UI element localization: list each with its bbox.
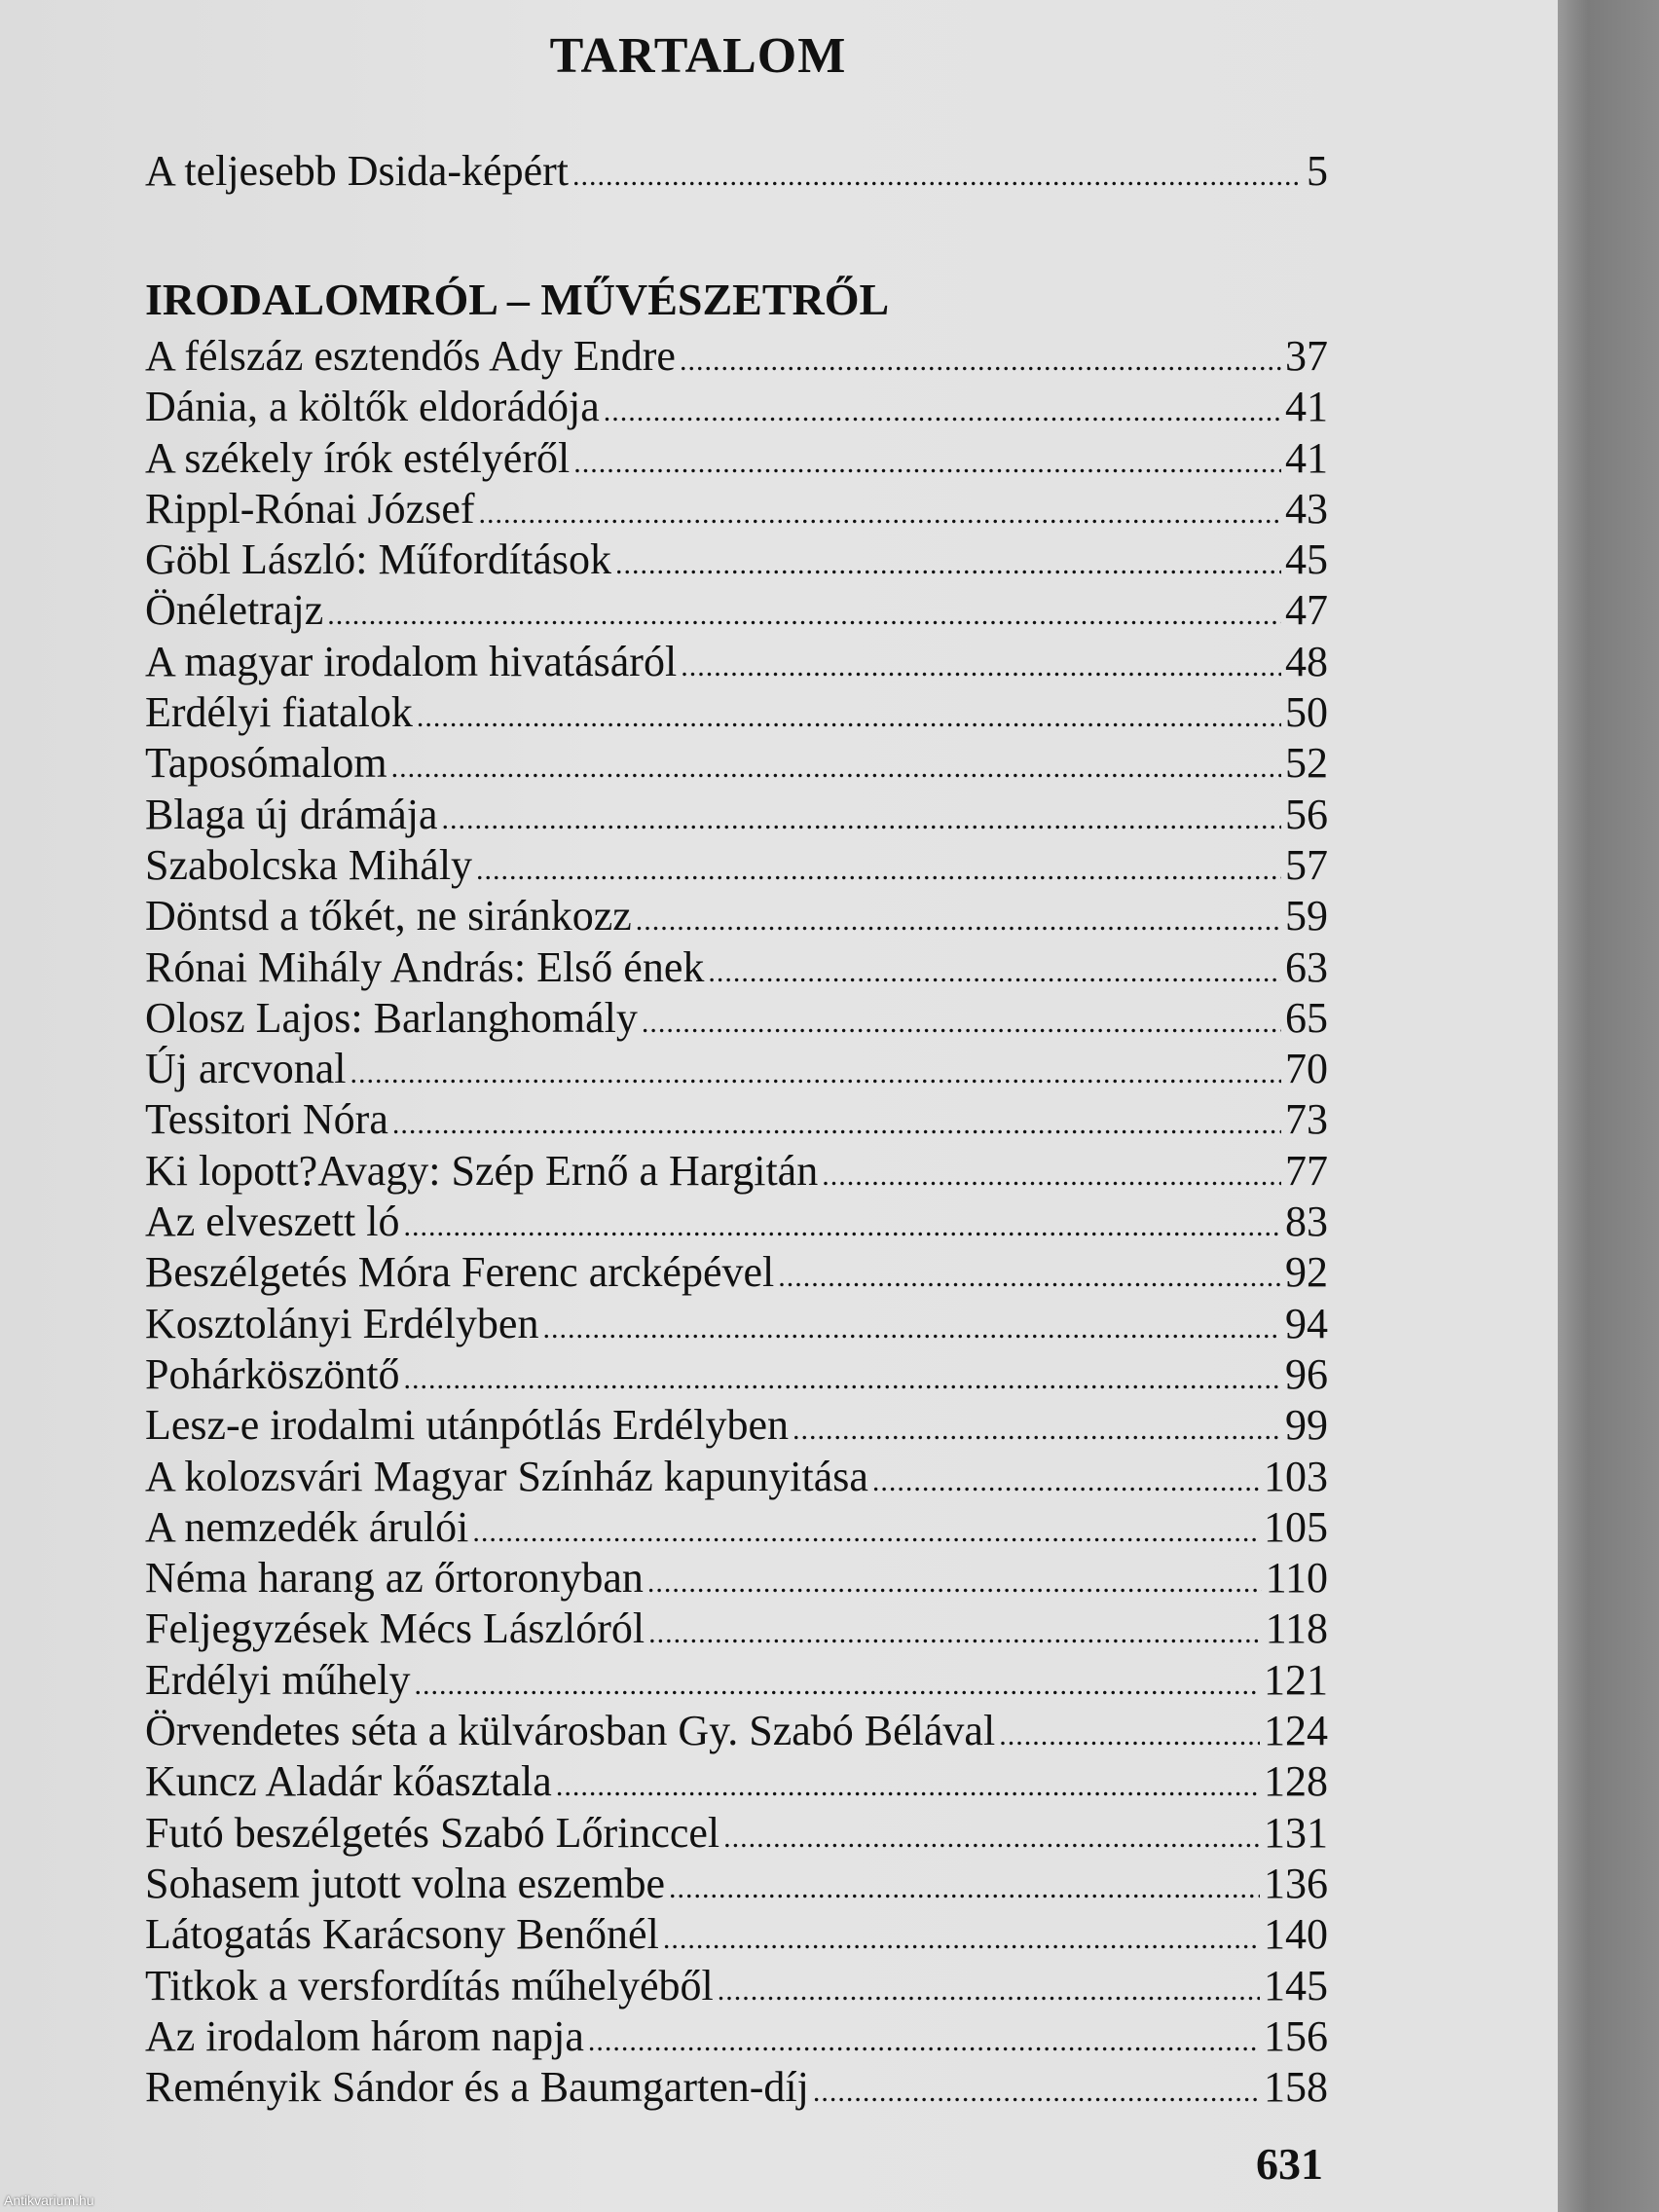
dot-leader [647, 1553, 1262, 1608]
entry-title: Tessitori Nóra [145, 1095, 388, 1144]
entry-title: A kolozsvári Magyar Színház kapunyitása [145, 1452, 868, 1500]
entry-page: 65 [1285, 993, 1328, 1042]
toc-entry [145, 1247, 1328, 1298]
entry-page: 73 [1285, 1095, 1328, 1144]
entry-page: 110 [1265, 1554, 1328, 1603]
dot-leader [415, 1655, 1261, 1711]
entry-title: Sohasem jutott volna eszembe [145, 1859, 665, 1907]
toc-entry [145, 1553, 1328, 1604]
toc-entry [145, 331, 1328, 382]
toc-entry [145, 840, 1328, 891]
dot-leader [778, 1247, 1281, 1303]
toc-entry [145, 2011, 1328, 2062]
dot-leader [813, 2062, 1260, 2118]
entry-title: Futó beszélgetés Szabó Lőrinccel [145, 1808, 720, 1857]
entry-page: 56 [1285, 790, 1328, 838]
dot-leader [417, 687, 1281, 743]
entry-page: 99 [1285, 1401, 1328, 1450]
entry-title: Beszélgetés Móra Ferenc arcképével [145, 1248, 775, 1297]
entry-title: Önéletrajz [145, 586, 324, 635]
entry-page: 77 [1285, 1146, 1328, 1195]
toc-entry [145, 1961, 1328, 2011]
entry-title: Döntsd a tőkét, ne siránkozz [145, 892, 632, 940]
entry-page: 128 [1264, 1757, 1328, 1806]
entry-title: Új arcvonal [145, 1045, 347, 1093]
toc-entry [145, 2062, 1328, 2113]
page-title: TARTALOM [549, 28, 847, 84]
entry-page: 59 [1285, 892, 1328, 940]
entry-title: Látogatás Karácsony Benőnél [145, 1910, 659, 1959]
watermark: Antikvarium.hu [4, 2193, 94, 2208]
entry-title: Blaga új drámája [145, 790, 438, 838]
entry-page: 47 [1285, 586, 1328, 635]
toc-entry [145, 1604, 1328, 1654]
dot-leader [793, 1400, 1281, 1456]
entry-title: Reményik Sándor és a Baumgarten-díj [145, 2063, 809, 2112]
entry-page: 94 [1285, 1299, 1328, 1347]
dot-leader [442, 790, 1281, 845]
dot-leader [680, 331, 1281, 387]
entry-title: Kosztolányi Erdélyben [145, 1299, 539, 1347]
entry-title: Rónai Mihály András: Első ének [145, 942, 705, 991]
entry-page: 41 [1285, 383, 1328, 431]
toc-entry [145, 1094, 1328, 1145]
entry-title: Titkok a versfordítás műhelyéből [145, 1961, 714, 2009]
toc-entry [145, 484, 1328, 535]
toc-entry [145, 1655, 1328, 1706]
dot-leader [718, 1961, 1260, 2016]
entry-page: 83 [1285, 1198, 1328, 1246]
entry-page: 37 [1285, 332, 1328, 380]
entry-title: Taposómalom [145, 739, 387, 788]
entry-title: Göbl László: Műfordítások [145, 535, 612, 584]
entry-page: 48 [1285, 637, 1328, 685]
entry-title: A magyar irodalom hivatásáról [145, 637, 678, 685]
toc-entry [145, 1452, 1328, 1502]
dot-leader [556, 1756, 1260, 1812]
toc-entry [145, 1044, 1328, 1094]
toc-section [145, 269, 1328, 2113]
page-edge [1558, 0, 1659, 2212]
dot-leader [472, 1502, 1260, 1558]
toc-entry [145, 433, 1328, 484]
dot-leader [327, 585, 1281, 641]
entry-page: 156 [1264, 2011, 1328, 2060]
toc-entry [145, 993, 1328, 1044]
entry-page: 70 [1285, 1045, 1328, 1093]
dot-leader [723, 1808, 1260, 1863]
entry-page: 118 [1265, 1604, 1328, 1653]
dot-leader [648, 1604, 1261, 1659]
dot-leader [573, 433, 1281, 489]
dot-leader [403, 1197, 1281, 1252]
section-heading: IRODALOMRÓL – MŰVÉSZETRŐL [145, 275, 890, 324]
entry-title: Az elveszett ló [145, 1198, 400, 1246]
dot-leader [663, 1909, 1260, 1965]
entry-title: A székely írók estélyéről [145, 433, 571, 482]
toc-entry [145, 942, 1328, 993]
entry-page: 57 [1285, 840, 1328, 889]
toc-entry [145, 891, 1328, 941]
entry-page: 121 [1264, 1655, 1328, 1704]
entry-page: 105 [1264, 1502, 1328, 1551]
toc-entry [145, 535, 1328, 585]
dot-leader [542, 1299, 1281, 1354]
entry-title: Olosz Lajos: Barlanghomály [145, 993, 638, 1042]
dot-leader [669, 1859, 1260, 1914]
entry-page: 140 [1264, 1910, 1328, 1959]
entry-title: Lesz-e irodalmi utánpótlás Erdélyben [145, 1401, 789, 1450]
toc-entry [145, 738, 1328, 789]
entry-page: 124 [1264, 1707, 1328, 1755]
entry-page: 131 [1264, 1808, 1328, 1857]
toc-entry [145, 382, 1328, 432]
entry-page: 92 [1285, 1248, 1328, 1297]
entry-page: 50 [1285, 688, 1328, 737]
toc-entry [145, 1756, 1328, 1807]
entry-title: Erdélyi műhely [145, 1655, 411, 1704]
entry-title: Erdélyi fiatalok [145, 688, 413, 737]
dot-leader [350, 1044, 1281, 1099]
toc-entry [145, 1197, 1328, 1247]
dot-leader [636, 891, 1281, 946]
page-number: 631 [1256, 2139, 1323, 2189]
entry-title: Ki lopott?Avagy: Szép Ernő a Hargitán [145, 1146, 819, 1195]
dot-leader [708, 942, 1281, 998]
entry-page: 158 [1264, 2063, 1328, 2112]
toc-entry [145, 790, 1328, 840]
toc-entry [145, 637, 1328, 687]
dot-leader [642, 993, 1281, 1049]
dot-leader [822, 1146, 1281, 1201]
entry-title: Dánia, a költők eldorádója [145, 383, 600, 431]
entry-page: 145 [1264, 1961, 1328, 2009]
dot-leader [479, 484, 1281, 539]
toc-entry [145, 1349, 1328, 1400]
entry-page: 45 [1285, 535, 1328, 584]
entry-title: Az irodalom három napja [145, 2011, 584, 2060]
entry-title: Feljegyzések Mécs Lászlóról [145, 1604, 645, 1653]
entry-title: A teljesebb Dsida-képért [145, 147, 569, 195]
entry-page: 5 [1307, 147, 1328, 195]
entry-title: Örvendetes séta a külvárosban Gy. Szabó Bélával [145, 1707, 996, 1755]
dot-leader [604, 382, 1281, 437]
entry-page: 136 [1264, 1859, 1328, 1907]
entry-title: Pohárköszöntő [145, 1349, 400, 1398]
entry-page: 96 [1285, 1349, 1328, 1398]
entry-title: Rippl-Rónai József [145, 484, 475, 533]
entry-title: A félszáz esztendős Ady Endre [145, 332, 676, 380]
toc-entry [145, 687, 1328, 738]
dot-leader [392, 1094, 1281, 1150]
toc-entry [145, 146, 1328, 197]
toc-intro [145, 146, 1328, 197]
dot-leader [681, 637, 1281, 692]
toc-entry [145, 585, 1328, 636]
entry-page: 41 [1285, 433, 1328, 482]
dot-leader [572, 146, 1303, 202]
entry-title: A nemzedék árulói [145, 1502, 469, 1551]
entry-page: 63 [1285, 942, 1328, 991]
toc-entry [145, 1146, 1328, 1197]
dot-leader [391, 738, 1281, 793]
toc-entry [145, 1400, 1328, 1451]
entry-title: Szabolcska Mihály [145, 840, 473, 889]
entry-page: 52 [1285, 739, 1328, 788]
toc-entry [145, 1502, 1328, 1553]
toc-entry [145, 1808, 1328, 1859]
dot-leader [404, 1349, 1281, 1405]
toc-entry [145, 1859, 1328, 1909]
entry-page: 43 [1285, 484, 1328, 533]
dot-leader [872, 1452, 1260, 1507]
entry-title: Kuncz Aladár kőasztala [145, 1757, 552, 1806]
dot-leader [999, 1706, 1260, 1761]
dot-leader [476, 840, 1281, 896]
dot-leader [588, 2011, 1260, 2067]
dot-leader [615, 535, 1281, 590]
toc-entry [145, 1706, 1328, 1756]
toc-entry [145, 1909, 1328, 1960]
entry-page: 103 [1264, 1452, 1328, 1500]
toc-entry [145, 1299, 1328, 1349]
entry-title: Néma harang az őrtoronyban [145, 1554, 644, 1603]
